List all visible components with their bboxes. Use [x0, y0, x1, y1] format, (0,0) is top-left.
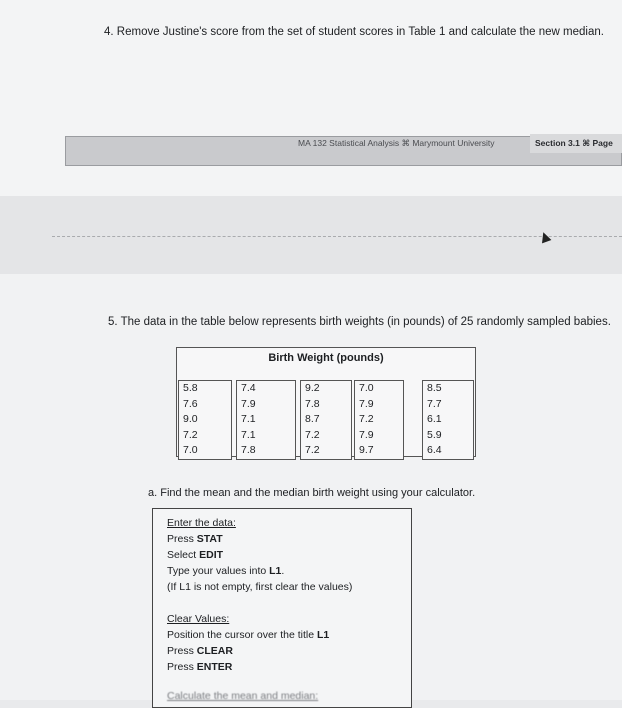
type-values-line [167, 565, 284, 577]
key-name: L1 [269, 565, 282, 577]
press-clear-line [167, 645, 233, 657]
table-column-2 [236, 380, 296, 460]
calculate-heading: Calculate the mean and median: [167, 690, 319, 702]
table-cell: 7.9 [241, 397, 256, 410]
table-cell: 6.4 [427, 444, 442, 457]
key-name: L1 [317, 629, 330, 641]
table-cell: 9.2 [305, 382, 320, 394]
instruction-text: Press [167, 533, 197, 545]
table-cell: 7.2 [305, 428, 320, 441]
table-cell: 7.9 [359, 428, 374, 441]
table-cell: 7.6 [183, 397, 198, 410]
table-cell: 5.9 [427, 428, 442, 441]
instruction-text: Select [167, 549, 200, 561]
key-name: STAT [196, 533, 223, 545]
table-cell: 5.8 [183, 382, 198, 394]
press-stat-line [167, 533, 223, 545]
table-cell: 8.5 [427, 382, 442, 394]
instruction-text: Press [167, 661, 197, 673]
instruction-text: Type your values into [167, 565, 270, 577]
table-cell: 7.7 [427, 397, 442, 410]
table-cell: 6.1 [427, 413, 442, 426]
key-name: CLEAR [196, 645, 233, 657]
table-title: Birth Weight (pounds) [268, 352, 384, 364]
table-cell: 7.1 [241, 413, 256, 426]
key-name: ENTER [196, 661, 233, 673]
part-a-text: a. Find the mean and the median birth weight using your calculator. [148, 487, 476, 499]
instruction-text: . [281, 565, 285, 577]
table-cell: 7.1 [241, 428, 256, 441]
select-edit-line [167, 549, 223, 561]
table-cell: 7.2 [305, 444, 320, 457]
table-cell: 8.7 [305, 413, 320, 426]
enter-data-heading: Enter the data: [167, 517, 236, 529]
instruction-text: Position the cursor over the title [167, 629, 317, 641]
instruction-text: Press [167, 645, 197, 657]
position-cursor-line [167, 629, 329, 641]
table-cell: 9.7 [359, 444, 374, 457]
table-cell: 7.8 [305, 397, 320, 410]
footer-section-label: Section 3.1 ⌘ Page [530, 134, 622, 153]
table-column-3 [300, 380, 352, 460]
table-column-5 [422, 380, 474, 460]
table-cell: 7.4 [241, 382, 256, 394]
table-column-4 [354, 380, 404, 460]
footer-course-text: MA 132 Statistical Analysis ⌘ Marymount University [298, 138, 495, 148]
table-cell: 7.2 [183, 428, 198, 441]
clear-values-heading: Clear Values: [167, 613, 230, 625]
table-cell: 7.9 [359, 397, 374, 410]
table-cell: 7.2 [359, 413, 374, 426]
table-cell: 7.0 [183, 444, 198, 457]
table-cell: 7.0 [359, 382, 374, 394]
question-4-text: 4. Remove Justine's score from the set of student scores in Table 1 and calculate the new median. [104, 26, 604, 38]
key-name: EDIT [199, 549, 224, 561]
table-cell: 9.0 [183, 413, 198, 426]
clear-note-line: (If L1 is not empty, first clear the values) [167, 581, 353, 593]
table-cell: 7.8 [241, 444, 256, 457]
question-5-text: 5. The data in the table below represents birth weights (in pounds) of 25 randomly sampled babies. [108, 316, 611, 328]
page-gap [0, 196, 622, 274]
page-break-line [52, 236, 622, 237]
table-column-1 [178, 380, 232, 460]
press-enter-line [167, 661, 232, 673]
